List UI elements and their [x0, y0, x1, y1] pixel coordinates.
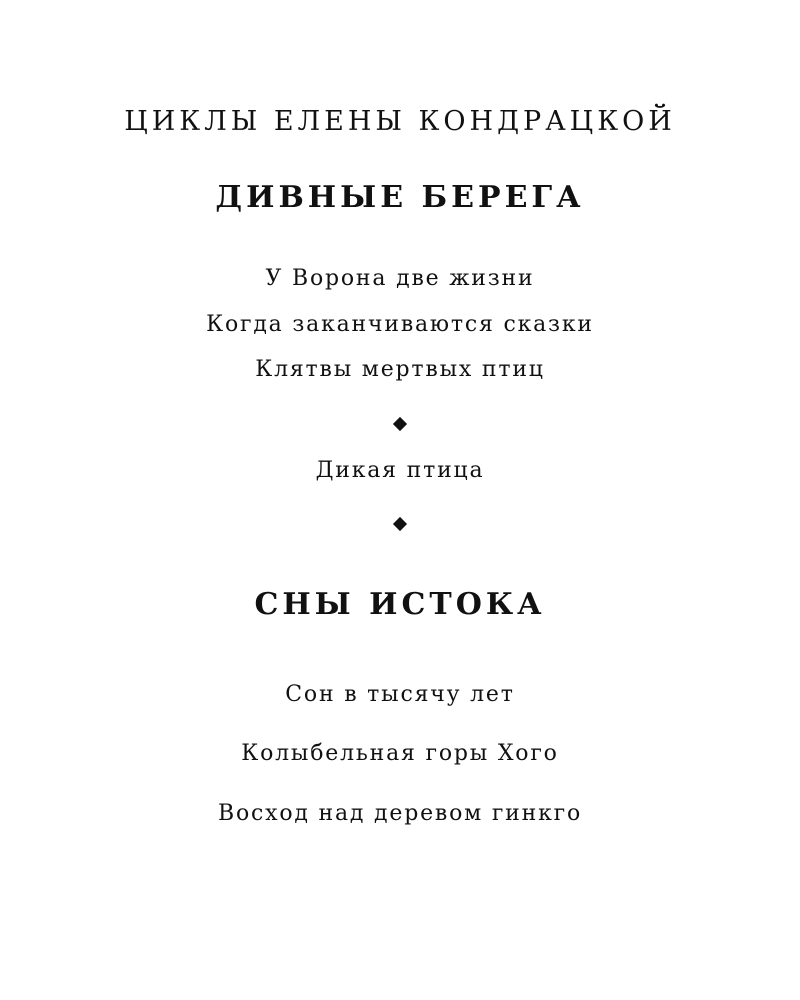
series-title-sny-istoka: СНЫ ИСТОКА — [254, 587, 546, 622]
book-title-2: Когда заканчиваются сказки — [206, 312, 594, 337]
book-title-6: Восход над деревом гинкго — [217, 801, 583, 826]
book-title-extra: Дикая птица — [315, 458, 485, 483]
book-title-1: У Ворона две жизни — [265, 266, 535, 291]
diamond-icon — [0, 516, 800, 532]
book-title-4: Сон в тысячу лет — [285, 682, 515, 707]
book-title-5: Колыбельная горы Хого — [241, 741, 559, 766]
series-title-divnye-berega: ДИВНЫЕ БЕРЕГА — [215, 180, 585, 215]
page-heading: ЦИКЛЫ ЕЛЕНЫ КОНДРАЦКОЙ — [124, 106, 676, 137]
book-title-3: Клятвы мертвых птиц — [255, 357, 545, 382]
diamond-icon — [0, 416, 800, 432]
